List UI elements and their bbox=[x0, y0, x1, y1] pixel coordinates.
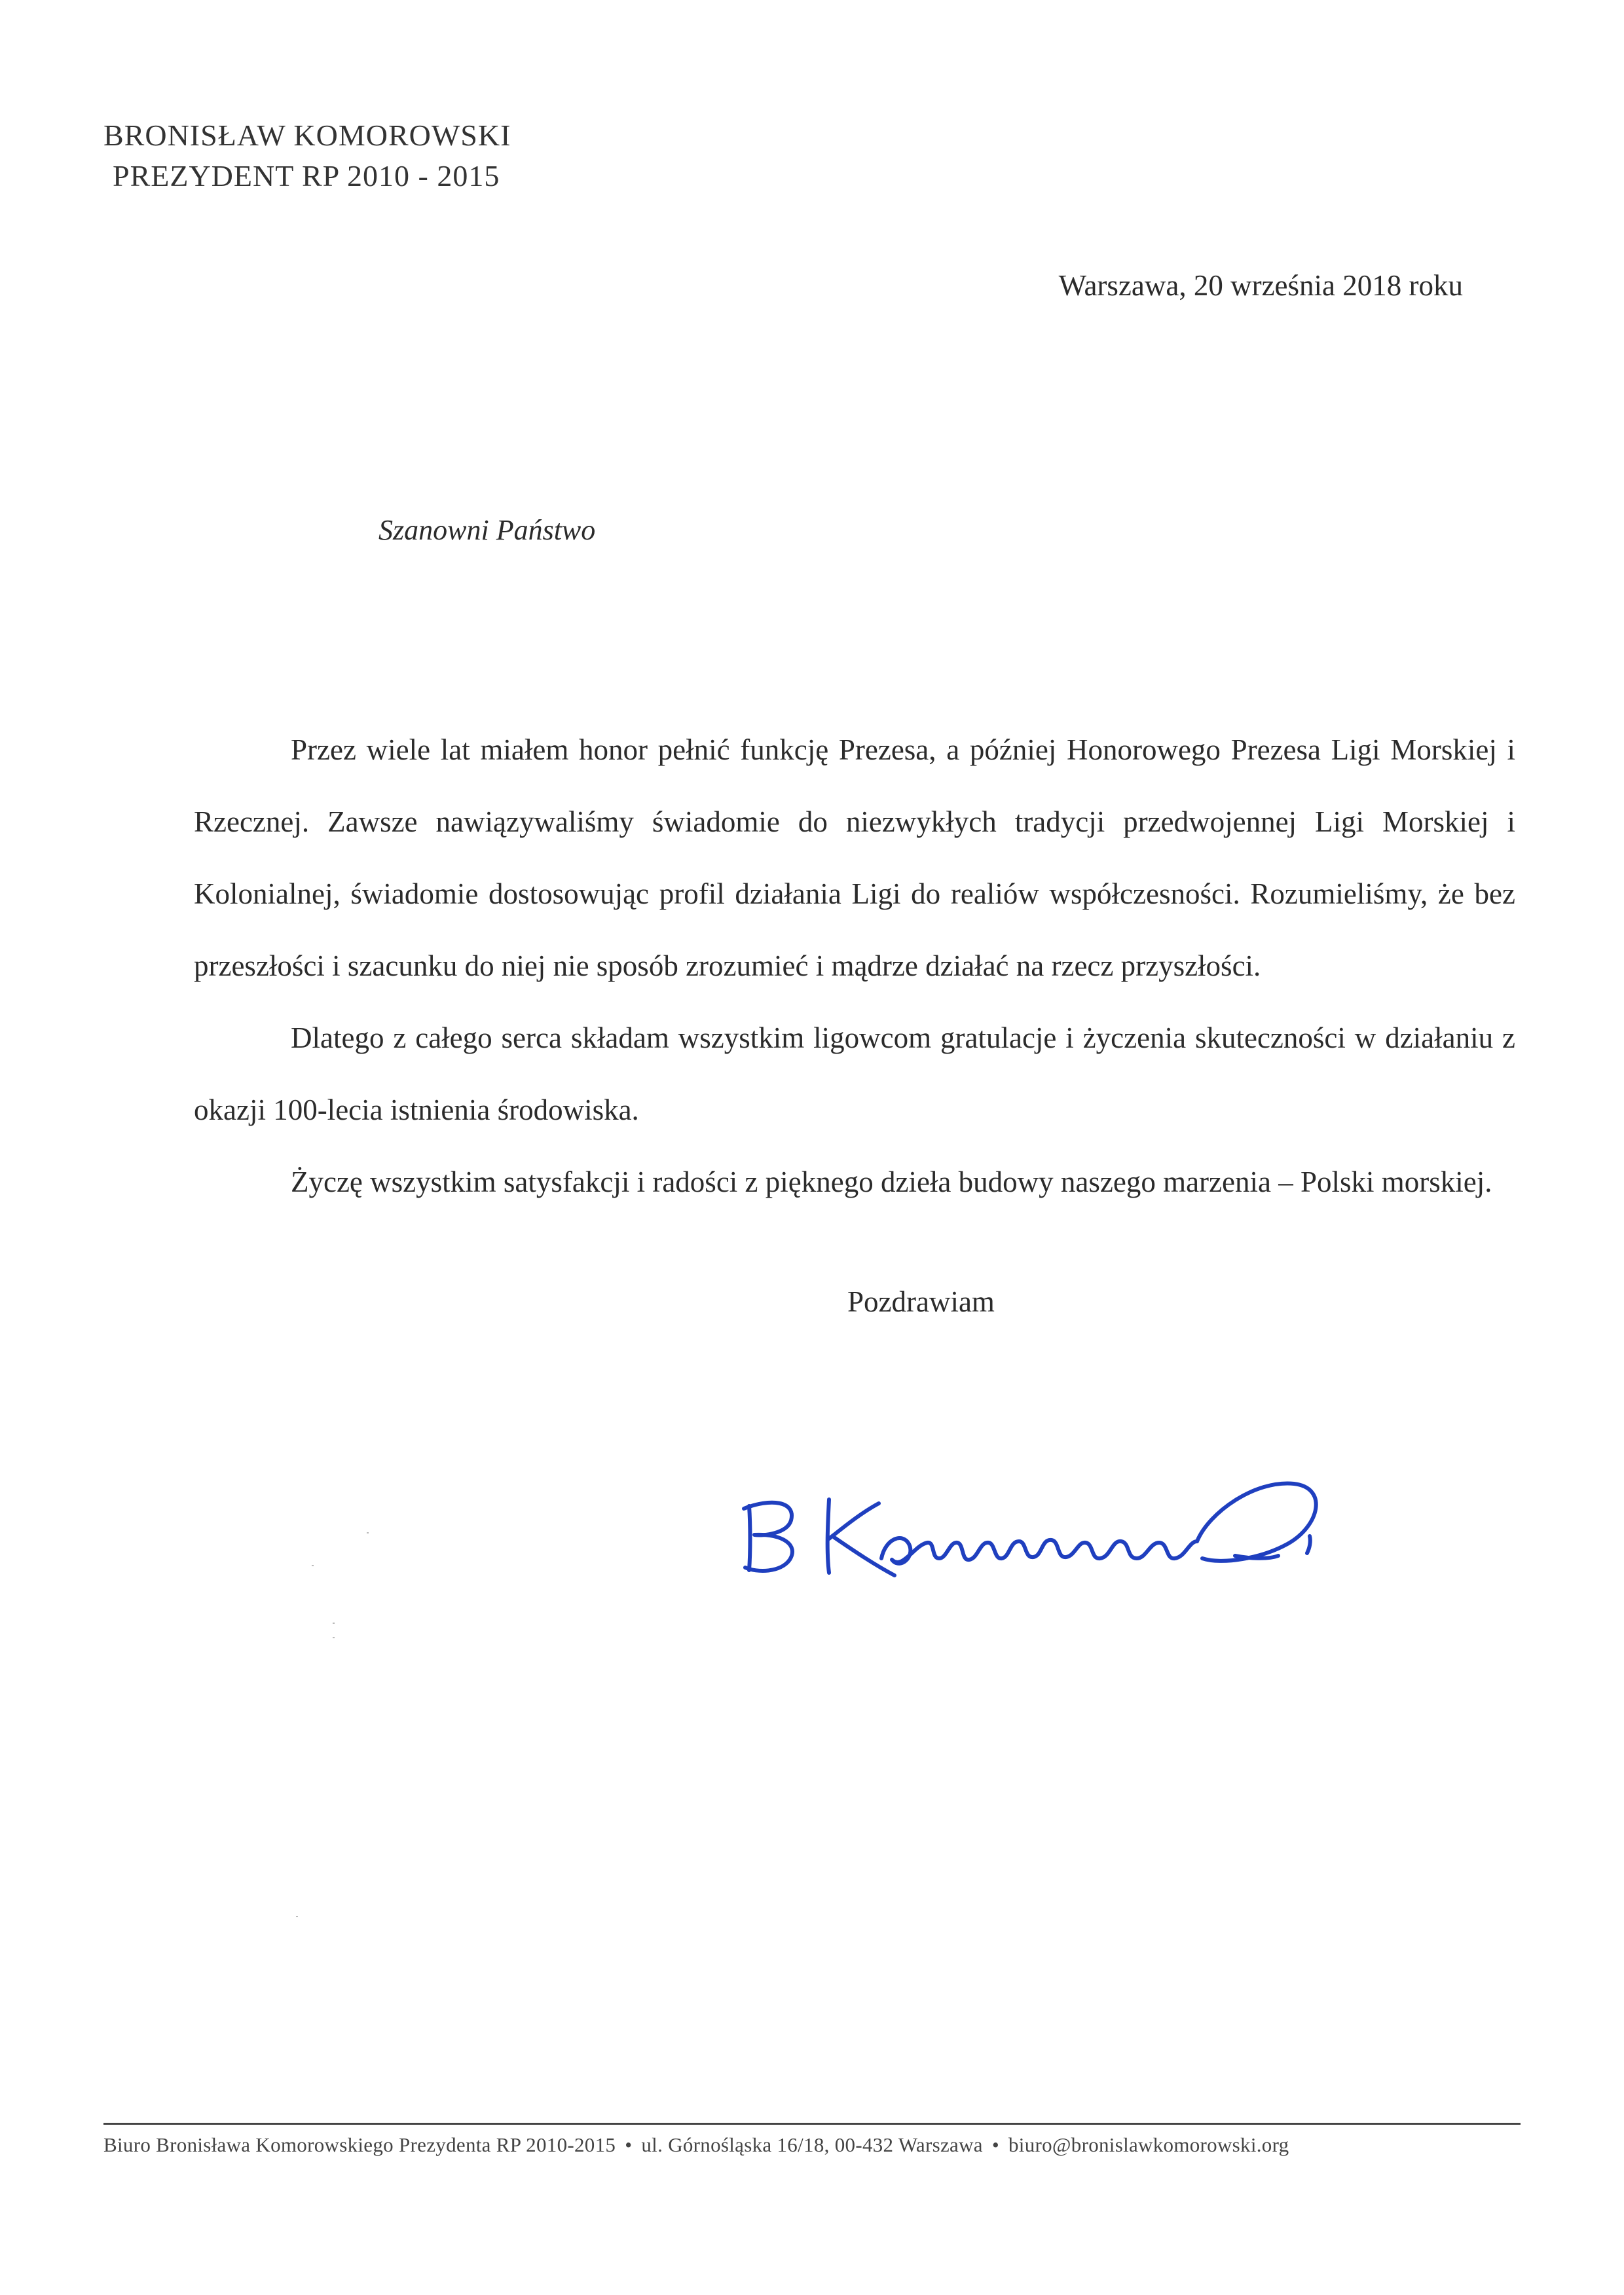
letterhead-name: BRONISŁAW KOMOROWSKI bbox=[103, 119, 511, 152]
closing: Pozdrawiam bbox=[847, 1285, 995, 1318]
footer-separator: • bbox=[625, 2133, 633, 2156]
footer-address: ul. Górnośląska 16/18, 00-432 Warszawa bbox=[641, 2133, 983, 2156]
letterhead-title: PREZYDENT RP 2010 - 2015 bbox=[113, 159, 500, 193]
scan-speck bbox=[333, 1623, 335, 1624]
paragraph-2: Dlatego z całego serca składam wszystkim ligowcom gratulacje i życzenia skuteczności w działaniu z okazji 100-lecia istnienia środowiska. bbox=[194, 1021, 1515, 1126]
letterhead bbox=[103, 115, 511, 196]
handwritten-signature bbox=[731, 1460, 1333, 1604]
scan-speck bbox=[296, 1916, 298, 1917]
scan-speck bbox=[333, 1637, 335, 1638]
footer-email: biuro@bronislawkomorowski.org bbox=[1008, 2133, 1289, 2156]
footer-separator: • bbox=[991, 2133, 999, 2156]
footer-office: Biuro Bronisława Komorowskiego Prezydenta RP 2010-2015 bbox=[103, 2133, 616, 2156]
scan-speck bbox=[367, 1532, 369, 1533]
scan-speck bbox=[312, 1565, 314, 1566]
paragraph-3: Życzę wszystkim satysfakcji i radości z pięknego dzieła budowy naszego marzenia – Polski morskiej. bbox=[291, 1166, 1492, 1198]
footer bbox=[103, 2133, 1521, 2157]
footer-divider bbox=[103, 2123, 1521, 2125]
salutation: Szanowni Państwo bbox=[378, 514, 596, 546]
paragraph-1: Przez wiele lat miałem honor pełnić funkcję Prezesa, a później Honorowego Prezesa Ligi Morskiej i Rzecznej. Zawsze nawiązywaliśmy świadomie do niezwykłych tradycji przedwojennej Ligi Morskiej i Kolonialnej, świadomie dostosowując profil działania Ligi do realiów współczesności. Rozumieliśmy, że bez przeszłości i szacunku do niej nie sposób zrozumieć i mądrze działać na rzecz przyszłości. bbox=[194, 733, 1515, 982]
letter-date: Warszawa, 20 września 2018 roku bbox=[1058, 269, 1463, 302]
letter-body bbox=[194, 714, 1515, 1218]
